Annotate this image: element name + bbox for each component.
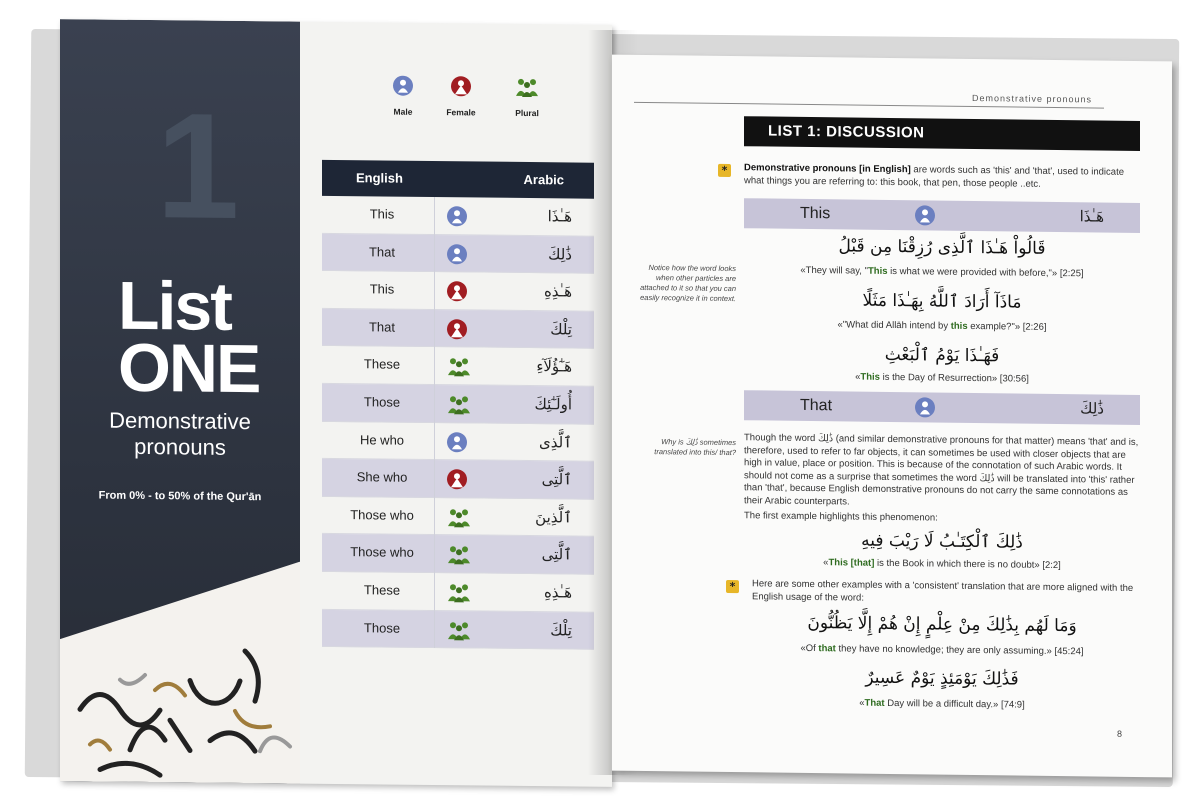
plural-icon (514, 76, 540, 98)
intro-paragraph (744, 162, 1144, 192)
table-row (322, 196, 594, 236)
band-this (744, 198, 1140, 233)
star-icon: * (726, 580, 739, 593)
table-row (322, 497, 594, 537)
legend-label-male: Male (393, 106, 413, 117)
plural-icon (446, 581, 472, 603)
row-arabic: تِلْكَ (550, 620, 572, 640)
row-arabic: هَـٰذَا (547, 207, 572, 226)
cover-range: From 0% - to 50% of the Qur'ān (98, 489, 262, 504)
row-english: That (368, 243, 395, 260)
row-english: These (363, 582, 401, 598)
band-that-arabic: ذَٰلِكَ (1080, 399, 1104, 418)
male-icon (446, 431, 472, 453)
row-english: Those who (350, 506, 414, 523)
first-example-paragraph: The first example highlights this phenomenon: (744, 510, 938, 524)
table-body (322, 196, 594, 650)
cover-subtitle-line1: Demonstrative (109, 407, 251, 435)
verse-arabic: مَاذَآ أَرَادَ ٱللَّهُ بِهَـٰذَا مَثَلًا (862, 290, 1022, 313)
verse-translation: «That Day will be a difficult day.» [74:9] (859, 697, 1025, 711)
verse-translation: «They will say, "This is what we were provided with before,"» [2:25] (800, 264, 1084, 280)
star-icon: * (718, 164, 731, 177)
male-icon (446, 243, 472, 265)
legend-plural (492, 76, 562, 119)
verse-translation: «This [that] is the Book in which there is no doubt» [2:2] (823, 557, 1061, 572)
verse-translation: «Of that they have no knowledge; they are only assuming.» [45:24] (800, 642, 1084, 658)
table-row (322, 534, 594, 574)
row-arabic: هَـٰٓؤُلَآءِ (536, 357, 572, 376)
side-note-particles: Notice how the word looks when other particles are attached to it so that you can easily recognize it in context. (640, 263, 736, 304)
row-arabic: ٱلَّذِينَ (535, 507, 572, 527)
row-arabic: ٱلَّتِى (541, 470, 572, 489)
calligraphy-pattern (60, 559, 300, 784)
row-english: She who (356, 469, 408, 485)
table-row (322, 609, 594, 649)
legend-label-female: Female (446, 107, 476, 118)
plural-icon (446, 543, 472, 565)
row-arabic: هَـٰذِهِ (543, 282, 572, 301)
table-row (322, 384, 594, 424)
male-icon (914, 396, 936, 418)
cover-title-line1: List (118, 267, 231, 345)
verse-translation: «"What did Allāh intend by this example?"» [2:26] (837, 319, 1047, 333)
band-that-english: That (800, 396, 833, 415)
table-row (322, 309, 594, 349)
left-page (60, 19, 612, 787)
row-english: This (369, 206, 395, 222)
right-page (612, 55, 1172, 778)
verse-translation: «This is the Day of Resurrection» [30:56] (855, 371, 1029, 385)
row-english: Those who (350, 544, 414, 561)
section-title: LIST 1: DISCUSSION (768, 122, 925, 142)
band-that (744, 390, 1140, 425)
verse-arabic: وَمَا لَهُم بِذَٰلِكَ مِنْ عِلْمٍ إِنْ هُمْ إِلَّا يَظُنُّونَ (807, 612, 1077, 637)
row-arabic: ذَٰلِكَ (548, 244, 572, 264)
side-note-this-that: Why is ذَٰلِكَ sometimes translated into this/ that? (654, 437, 736, 458)
table-row (322, 572, 594, 612)
plural-icon (446, 393, 472, 415)
band-this-english: This (800, 204, 831, 223)
row-arabic: ٱلَّتِى (541, 545, 572, 564)
verse-arabic: ذَٰلِكَ ٱلْكِتَـٰبُ لَا رَيْبَ فِيهِ (861, 530, 1023, 553)
chapter-number: 1 (156, 81, 240, 250)
cover-subtitle-line2: pronouns (134, 433, 226, 460)
female-icon (446, 280, 472, 302)
legend-female (426, 75, 496, 118)
row-arabic: ٱلَّذِى (539, 432, 572, 452)
row-arabic: تِلْكَ (550, 320, 572, 339)
page-number: 8 (1116, 728, 1122, 739)
female-icon (450, 75, 472, 97)
row-english: That (368, 319, 395, 335)
row-english: These (363, 356, 401, 373)
verse-arabic: فَهَـٰذَا يَوْمُ ٱلْبَعْثِ (884, 344, 1000, 367)
row-english: This (369, 281, 395, 297)
word-table (322, 160, 594, 650)
section-title-bar (744, 116, 1140, 151)
table-row (322, 459, 594, 499)
cover-title-line2: ONE (118, 329, 260, 408)
verse-arabic: فَذَٰلِكَ يَوْمَئِذٍ يَوْمٌ عَسِيرٌ (865, 667, 1019, 690)
plural-icon (446, 619, 472, 641)
female-icon (446, 468, 472, 490)
plural-icon (446, 506, 472, 528)
female-icon (446, 318, 472, 340)
header-english: English (356, 170, 403, 186)
male-icon (914, 204, 936, 226)
legend-label-plural: Plural (515, 107, 539, 119)
row-english: He who (359, 431, 405, 448)
row-arabic: أُولَـٰٓئِكَ (534, 395, 572, 414)
that-paragraph: Though the word ذَٰلِكَ (and similar demonstrative pronouns for that matter) means 'that' and is, therefore, used to refer to far objects, it can sometimes be used with closer objects that are high in value, place or position. This is because of the connotation of such Arabic words. It should not come as a surprise that sometimes the word ذَٰلِكَ will be translated into 'this' rather than 'that', because English demonstrative pronouns do not carry the same connotations as their Arabic counterparts. (744, 432, 1139, 507)
table-row (322, 233, 594, 273)
plural-icon (446, 356, 472, 378)
cover-panel (60, 19, 300, 784)
table-header (322, 160, 594, 199)
male-icon (446, 205, 472, 227)
intro-rest: are words such as 'this' and 'that', used to indicate what things you are referring to: this book, that pen, those people ..etc. (744, 164, 1125, 190)
other-examples-paragraph: Here are some other examples with a 'consistent' translation that are more aligned with the English usage of the word: (752, 578, 1134, 604)
row-english: Those (363, 394, 401, 410)
column-divider (434, 197, 435, 648)
band-this-arabic: هَـٰذَا (1079, 207, 1104, 226)
male-icon (392, 75, 414, 97)
running-head: Demonstrative pronouns (972, 92, 1093, 105)
table-row (322, 271, 594, 311)
row-english: Those (363, 619, 401, 636)
row-arabic: هَـٰذِهِ (543, 583, 572, 602)
verse-arabic: قَالُواْ هَـٰذَا ٱلَّذِى رُزِقْنَا مِن قَبْلُ (838, 236, 1046, 259)
intro-bold: Demonstrative pronouns [in English] (744, 162, 911, 176)
table-row (322, 346, 594, 386)
header-arabic: Arabic (523, 171, 564, 188)
table-row (322, 421, 594, 461)
